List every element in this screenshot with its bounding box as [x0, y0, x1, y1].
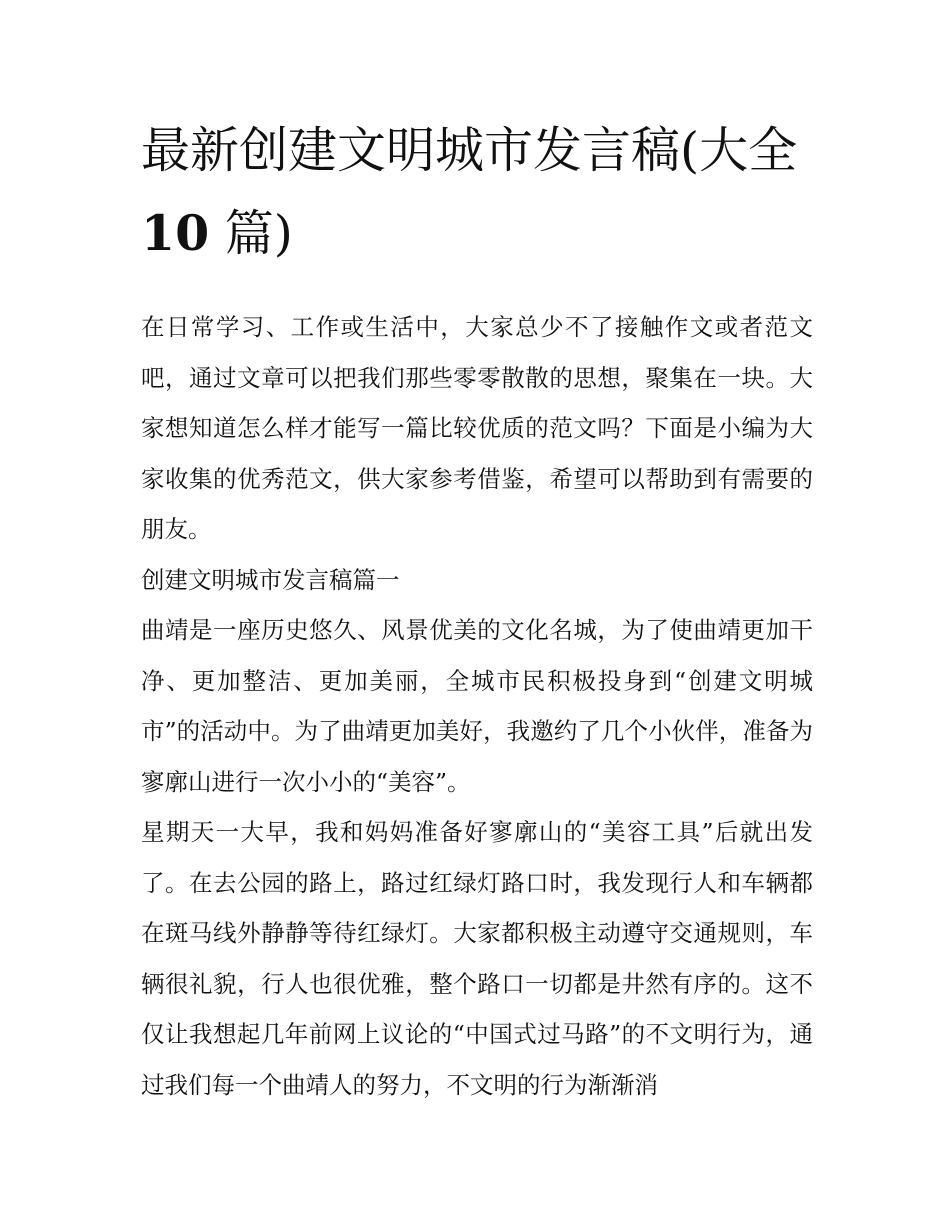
title-tail: 篇): [209, 205, 293, 262]
intro-paragraph: 在日常学习、工作或生活中，大家总少不了接触作文或者范文吧，通过文章可以把我们那些零零散散的思想，聚集在一块。大家想知道怎么样才能写一篇比较优质的范文吗？下面是小编为大家收集的优秀范文，供大家参考借鉴，希望可以帮助到有需要的朋友。: [141, 313, 813, 543]
body-paragraph: 曲靖是一座历史悠久、风景优美的文化名城，为了使曲靖更加干净、更加整洁、更加美丽，全城市民积极投身到“创建文明城市”的活动中。为了曲靖更加美好，我邀约了几个小伙伴，准备为寥廓山进行一次小小的“美容”。: [141, 616, 813, 796]
document-body: [141, 302, 813, 1110]
title-number: 10: [141, 204, 210, 262]
document-title: [141, 110, 813, 275]
section-heading: 创建文明城市发言稿篇一: [141, 565, 400, 594]
title-main: 最新创建文明城市发言稿(大全: [141, 122, 798, 179]
body-paragraph: 星期天一大早，我和妈妈准备好寥廓山的“美容工具”后就出发了。在去公园的路上，路过红绿灯路口时，我发现行人和车辆都在斑马线外静静等待红绿灯。大家都积极主动遵守交通规则，车辆很礼貌，行人也很优雅，整个路口一切都是井然有序的。这不仅让我想起几年前网上议论的“中国式过马路”的不文明行为，通过我们每一个曲靖人的努力，不文明的行为渐渐消: [141, 818, 813, 1099]
document-content: [141, 110, 813, 1110]
